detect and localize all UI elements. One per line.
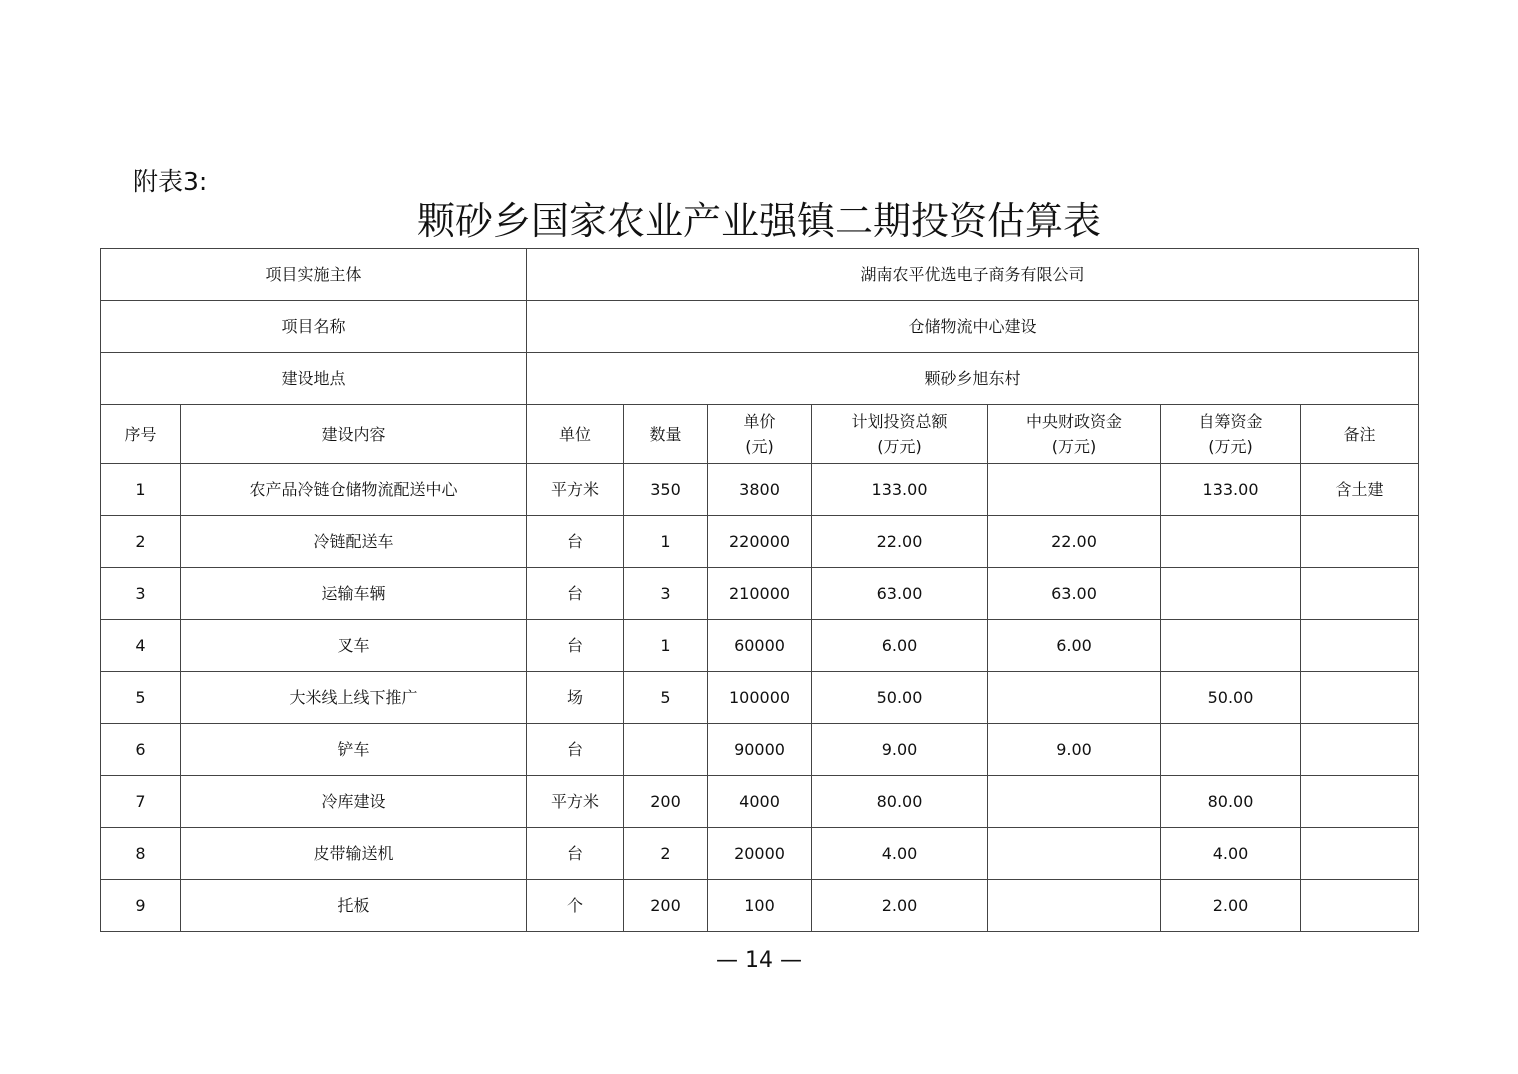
cell-seq: 1 (101, 464, 181, 516)
cell-seq: 9 (101, 880, 181, 932)
column-header-row (101, 405, 1419, 464)
cell-content: 托板 (181, 880, 527, 932)
cell-remark (1301, 516, 1419, 568)
cell-seq: 6 (101, 724, 181, 776)
cell-qty: 200 (624, 880, 708, 932)
cell-total: 80.00 (812, 776, 988, 828)
cell-remark (1301, 776, 1419, 828)
cell-unit: 台 (527, 516, 624, 568)
cell-seq: 8 (101, 828, 181, 880)
cell-seq: 7 (101, 776, 181, 828)
cell-central: 9.00 (988, 724, 1161, 776)
cell-total: 63.00 (812, 568, 988, 620)
cell-unit: 台 (527, 568, 624, 620)
header-central (988, 405, 1161, 464)
cell-remark (1301, 724, 1419, 776)
table-row (101, 568, 1419, 620)
cell-remark (1301, 672, 1419, 724)
cell-price: 100000 (708, 672, 812, 724)
header-total-label: 计划投资总额 (851, 412, 948, 431)
cell-total: 4.00 (812, 828, 988, 880)
cell-content: 农产品冷链仓储物流配送中心 (181, 464, 527, 516)
cell-qty: 3 (624, 568, 708, 620)
cell-central (988, 672, 1161, 724)
cell-central (988, 828, 1161, 880)
entity-label: 项目实施主体 (101, 249, 527, 301)
cell-self (1161, 568, 1301, 620)
header-price-unit: (元) (745, 437, 774, 456)
cell-qty: 1 (624, 516, 708, 568)
cell-price: 3800 (708, 464, 812, 516)
header-central-label: 中央财政资金 (1026, 412, 1123, 431)
header-self (1161, 405, 1301, 464)
cell-price: 220000 (708, 516, 812, 568)
cell-remark (1301, 828, 1419, 880)
project-name-label: 项目名称 (101, 301, 527, 353)
page-title: 颗砂乡国家农业产业强镇二期投资估算表 (416, 199, 1101, 243)
cell-central (988, 776, 1161, 828)
table-row (101, 516, 1419, 568)
cell-self: 133.00 (1161, 464, 1301, 516)
header-unit: 单位 (527, 405, 624, 464)
location-row (101, 353, 1419, 405)
cell-content: 叉车 (181, 620, 527, 672)
table-row (101, 776, 1419, 828)
cell-total: 22.00 (812, 516, 988, 568)
cell-qty: 5 (624, 672, 708, 724)
cell-qty: 1 (624, 620, 708, 672)
header-content: 建设内容 (181, 405, 527, 464)
cell-total: 50.00 (812, 672, 988, 724)
cell-price: 210000 (708, 568, 812, 620)
cell-price: 60000 (708, 620, 812, 672)
cell-seq: 5 (101, 672, 181, 724)
location-label: 建设地点 (101, 353, 527, 405)
cell-unit: 平方米 (527, 776, 624, 828)
table-row (101, 724, 1419, 776)
table-row (101, 828, 1419, 880)
header-central-unit: (万元) (1051, 437, 1097, 456)
cell-total: 9.00 (812, 724, 988, 776)
cell-unit: 台 (527, 828, 624, 880)
cell-price: 20000 (708, 828, 812, 880)
table-row (101, 672, 1419, 724)
cell-self (1161, 724, 1301, 776)
cell-central: 22.00 (988, 516, 1161, 568)
cell-central (988, 464, 1161, 516)
header-self-label: 自筹资金 (1198, 412, 1263, 431)
project-name-row (101, 301, 1419, 353)
cell-central (988, 880, 1161, 932)
cell-price: 90000 (708, 724, 812, 776)
cell-qty (624, 724, 708, 776)
cell-unit: 平方米 (527, 464, 624, 516)
cell-central: 6.00 (988, 620, 1161, 672)
cell-content: 冷库建设 (181, 776, 527, 828)
cell-qty: 200 (624, 776, 708, 828)
cell-price: 4000 (708, 776, 812, 828)
investment-estimate-table (100, 248, 1419, 932)
entity-value: 湖南农平优选电子商务有限公司 (527, 249, 1419, 301)
table-row (101, 880, 1419, 932)
header-seq: 序号 (101, 405, 181, 464)
table-body (101, 249, 1419, 932)
cell-remark: 含土建 (1301, 464, 1419, 516)
cell-remark (1301, 568, 1419, 620)
cell-content: 皮带输送机 (181, 828, 527, 880)
cell-self: 80.00 (1161, 776, 1301, 828)
cell-seq: 4 (101, 620, 181, 672)
project-name-value: 仓储物流中心建设 (527, 301, 1419, 353)
cell-self: 4.00 (1161, 828, 1301, 880)
cell-content: 冷链配送车 (181, 516, 527, 568)
cell-unit: 场 (527, 672, 624, 724)
header-remark: 备注 (1301, 405, 1419, 464)
header-total (812, 405, 988, 464)
cell-qty: 2 (624, 828, 708, 880)
header-price (708, 405, 812, 464)
cell-remark (1301, 880, 1419, 932)
cell-total: 2.00 (812, 880, 988, 932)
header-total-unit: (万元) (877, 437, 922, 456)
header-price-label: 单价 (743, 412, 776, 431)
cell-price: 100 (708, 880, 812, 932)
cell-central: 63.00 (988, 568, 1161, 620)
table-row (101, 620, 1419, 672)
cell-self: 2.00 (1161, 880, 1301, 932)
cell-remark (1301, 620, 1419, 672)
cell-total: 6.00 (812, 620, 988, 672)
cell-qty: 350 (624, 464, 708, 516)
page-number: — 14 — (716, 948, 802, 973)
cell-content: 运输车辆 (181, 568, 527, 620)
cell-seq: 3 (101, 568, 181, 620)
cell-unit: 台 (527, 620, 624, 672)
cell-self (1161, 620, 1301, 672)
cell-self (1161, 516, 1301, 568)
cell-unit: 台 (527, 724, 624, 776)
entity-row (101, 249, 1419, 301)
cell-seq: 2 (101, 516, 181, 568)
cell-self: 50.00 (1161, 672, 1301, 724)
header-qty: 数量 (624, 405, 708, 464)
cell-content: 铲车 (181, 724, 527, 776)
appendix-label: 附表3: (133, 167, 208, 196)
table-row (101, 464, 1419, 516)
cell-content: 大米线上线下推广 (181, 672, 527, 724)
location-value: 颗砂乡旭东村 (527, 353, 1419, 405)
cell-total: 133.00 (812, 464, 988, 516)
cell-unit: 个 (527, 880, 624, 932)
header-self-unit: (万元) (1208, 437, 1253, 456)
